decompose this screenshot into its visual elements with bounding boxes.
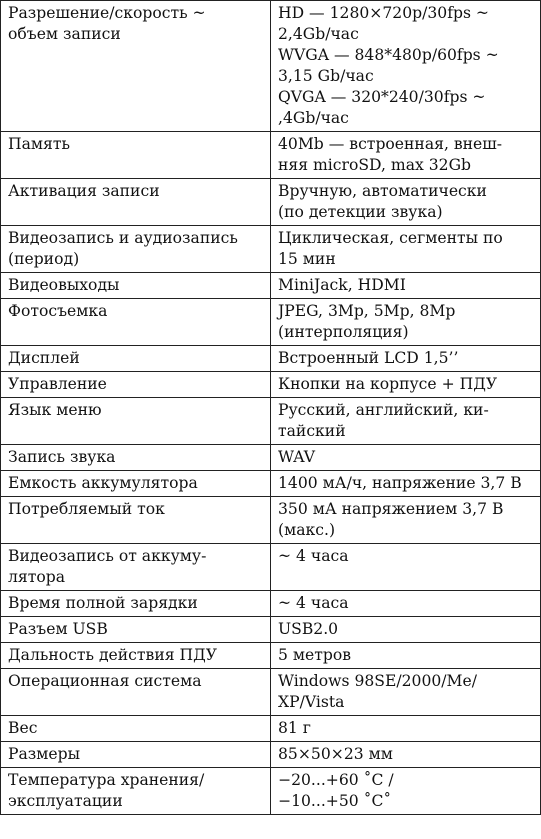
value-line: 350 мА напряжением 3,7 В — [278, 500, 504, 518]
value-line: 3,15 Gb/час — [278, 67, 374, 85]
param-cell — [1, 643, 271, 669]
value-line: 81 г — [278, 719, 311, 737]
value-cell — [271, 299, 541, 346]
value-line: Русский, английский, ки- — [278, 401, 489, 419]
value-line: Встроенный LCD 1,5’’ — [278, 349, 459, 367]
table-row — [1, 346, 541, 372]
param-cell — [1, 346, 271, 372]
value-line: тайский — [278, 422, 346, 440]
value-cell — [271, 544, 541, 591]
table-row — [1, 179, 541, 226]
table-row — [1, 544, 541, 591]
table-row — [1, 299, 541, 346]
param-line: лятора — [8, 568, 66, 586]
value-line: 2,4Gb/час — [278, 25, 359, 43]
value-line: WVGA — 848*480p/60fps ~ — [278, 46, 499, 64]
param-cell — [1, 471, 271, 497]
param-cell — [1, 544, 271, 591]
param-line: Операционная система — [8, 672, 202, 690]
value-line: MiniJack, HDMI — [278, 276, 406, 294]
table-row — [1, 497, 541, 544]
param-line: Разъем USB — [8, 620, 108, 638]
param-cell — [1, 226, 271, 273]
value-line: 1400 мА/ч, напряжение 3,7 В — [278, 474, 522, 492]
value-line: ,4Gb/час — [278, 109, 349, 127]
table-row — [1, 742, 541, 768]
param-line: Емкость аккумулятора — [8, 474, 198, 492]
value-cell — [271, 497, 541, 544]
param-line: Разрешение/скорость ~ — [8, 4, 206, 22]
value-line: Вручную, автоматически — [278, 182, 487, 200]
param-cell — [1, 445, 271, 471]
table-row — [1, 132, 541, 179]
param-line: объем записи — [8, 25, 121, 43]
value-cell — [271, 445, 541, 471]
value-cell — [271, 132, 541, 179]
param-line: Управление — [8, 375, 107, 393]
param-cell — [1, 372, 271, 398]
table-row — [1, 669, 541, 716]
value-cell — [271, 372, 541, 398]
table-row — [1, 768, 541, 815]
value-line: JPEG, 3Mp, 5Mp, 8Mp — [278, 302, 456, 320]
value-cell — [271, 346, 541, 372]
param-cell — [1, 299, 271, 346]
value-line: (макс.) — [278, 521, 336, 539]
param-line: Дальность действия ПДУ — [8, 646, 218, 664]
value-cell — [271, 669, 541, 716]
param-cell — [1, 398, 271, 445]
param-line: эксплуатации — [8, 792, 123, 810]
value-cell — [271, 273, 541, 299]
table-row — [1, 591, 541, 617]
value-cell — [271, 742, 541, 768]
value-line: USB2.0 — [278, 620, 339, 638]
table-row — [1, 372, 541, 398]
param-line: Вес — [8, 719, 38, 737]
value-cell — [271, 643, 541, 669]
value-line: 5 метров — [278, 646, 352, 664]
value-line: 40Mb — встроенная, внеш- — [278, 135, 503, 153]
param-cell — [1, 1, 271, 132]
value-line: ~ 4 часа — [278, 547, 349, 565]
table-row — [1, 471, 541, 497]
table-row — [1, 643, 541, 669]
value-line: (интерполяция) — [278, 323, 409, 341]
value-cell — [271, 398, 541, 445]
param-line: Потребляемый ток — [8, 500, 165, 518]
param-line: Видеозапись от аккуму- — [8, 547, 207, 565]
table-row — [1, 1, 541, 132]
param-line: Запись звука — [8, 448, 116, 466]
param-line: Фотосъемка — [8, 302, 108, 320]
value-cell — [271, 591, 541, 617]
value-line: 15 мин — [278, 250, 336, 268]
value-line: Кнопки на корпусе + ПДУ — [278, 375, 498, 393]
table-row — [1, 273, 541, 299]
param-line: Температура хранения/ — [8, 771, 205, 789]
param-cell — [1, 591, 271, 617]
value-cell — [271, 179, 541, 226]
param-line: Язык меню — [8, 401, 102, 419]
value-line: Windows 98SE/2000/Me/ — [278, 672, 478, 690]
param-cell — [1, 273, 271, 299]
param-cell — [1, 132, 271, 179]
value-line: XP/Vista — [278, 693, 345, 711]
param-line: Память — [8, 135, 70, 153]
value-cell — [271, 716, 541, 742]
value-cell — [271, 768, 541, 815]
param-line: (период) — [8, 250, 80, 268]
value-line: −10...+50 ˚С˚ — [278, 792, 392, 810]
table-row — [1, 716, 541, 742]
value-line: няя microSD, max 32Gb — [278, 156, 472, 174]
value-cell — [271, 226, 541, 273]
param-cell — [1, 179, 271, 226]
param-line: Активация записи — [8, 182, 160, 200]
param-cell — [1, 497, 271, 544]
value-line: −20...+60 ˚С / — [278, 771, 394, 789]
value-cell — [271, 1, 541, 132]
param-line: Дисплей — [8, 349, 80, 367]
param-cell — [1, 617, 271, 643]
table-row — [1, 617, 541, 643]
param-line: Размеры — [8, 745, 81, 763]
param-line: Время полной зарядки — [8, 594, 198, 612]
value-line: 85×50×23 мм — [278, 745, 393, 763]
param-cell — [1, 669, 271, 716]
value-line: QVGA — 320*240/30fps ~ — [278, 88, 486, 106]
value-line: WAV — [278, 448, 315, 466]
value-line: ~ 4 часа — [278, 594, 349, 612]
spec-table-body — [1, 1, 541, 815]
param-cell — [1, 742, 271, 768]
value-line: (по детекции звука) — [278, 203, 443, 221]
param-line: Видеозапись и аудиозапись — [8, 229, 238, 247]
param-cell — [1, 768, 271, 815]
table-row — [1, 398, 541, 445]
value-cell — [271, 617, 541, 643]
table-row — [1, 226, 541, 273]
param-line: Видеовыходы — [8, 276, 120, 294]
value-line: Циклическая, сегменты по — [278, 229, 503, 247]
table-row — [1, 445, 541, 471]
value-cell — [271, 471, 541, 497]
param-cell — [1, 716, 271, 742]
value-line: HD — 1280×720p/30fps ~ — [278, 4, 489, 22]
